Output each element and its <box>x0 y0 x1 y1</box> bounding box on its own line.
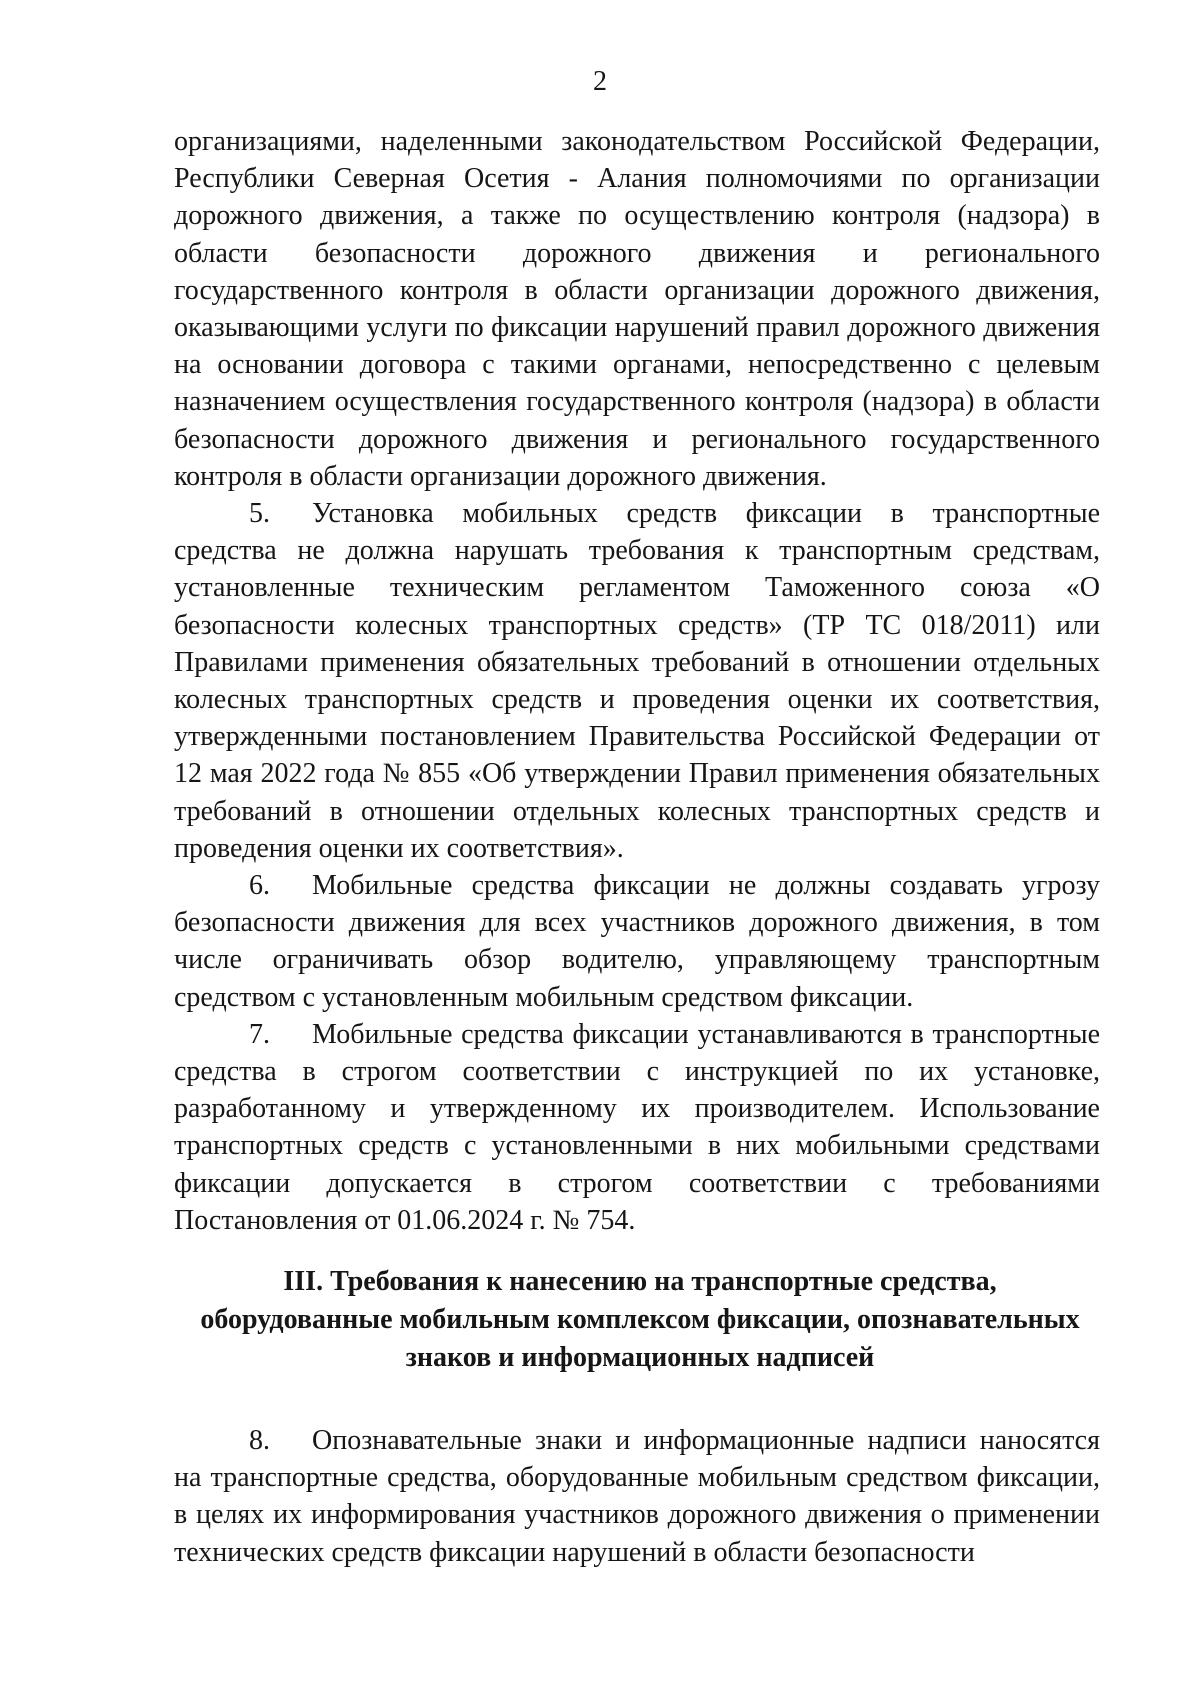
paragraph-number: 5. <box>249 498 270 530</box>
section-heading-line-1: III. Требования к нанесению на транспортные средства, <box>283 1266 997 1297</box>
paragraph-7 <box>174 1016 1100 1239</box>
section-body <box>174 1422 1100 1571</box>
paragraph-text: Мобильные средства фиксации устанавливаются в транспортные средства в строгом соответствии с инструкцией по их установке, разработанному и утвержденному их производителем. Использование транспортных средств с установленными в них мобильными средствами фиксации допускается в строгом соответствии с требованиями Постановления от 01.06.2024 г. № 754. <box>174 1018 1100 1236</box>
document-body <box>174 123 1100 1239</box>
paragraph-text: Установка мобильных средств фиксации в транспортные средства не должна нарушать требования к транспортным средствам, установленные техническим регламентом Таможенного союза «О безопасности колесных транспортных средств» (ТР ТС 018/2011) или Правилами применения обязательных требований в отношении отдельных колесных транспортных средств и проведения оценки их соответствия, утвержденными постановлением Правительства Российской Федерации от 12 мая 2022 года № 855 «Об утверждении Правил применения обязательных требований в отношении отдельных колесных транспортных средств и проведения оценки их соответствия». <box>174 498 1100 864</box>
paragraph-8 <box>174 1422 1100 1571</box>
paragraph-5 <box>174 495 1100 867</box>
page-number: 2 <box>593 66 607 97</box>
paragraph-text: Опознавательные знаки и информационные надписи наносятся на транспортные средства, оборудованные мобильным средством фиксации, в целях их информирования участников дорожного движения о применении технических средств фиксации нарушений в области безопасности <box>174 1425 1100 1568</box>
intro-paragraph: организациями, наделенными законодательством Российской Федерации, Республики Северная Осетия - Алания полномочиями по организации дорожного движения, а также по осуществлению контроля (надзора) в области безопасности дорожного движения и регионального государственного контроля в области организации дорожного движения, оказывающими услуги по фиксации нарушений правил дорожного движения на основании договора с такими органами, непосредственно с целевым назначением осуществления государственного контроля (надзора) в области безопасности дорожного движения и регионального государственного контроля в области организации дорожного движения. <box>174 126 1100 492</box>
paragraph-number: 7. <box>249 1018 270 1050</box>
section-heading-line-3: знаков и информационных надписей <box>405 1342 875 1373</box>
section-heading <box>180 1263 1100 1377</box>
paragraph-number: 6. <box>249 870 270 902</box>
paragraph-6 <box>174 867 1100 1016</box>
paragraph-text: Мобильные средства фиксации не должны создавать угрозу безопасности движения для всех участников дорожного движения, в том числе ограничивать обзор водителю, управляющему транспортным средством с установленным мобильным средством фиксации. <box>174 870 1100 1013</box>
section-heading-line-2: оборудованные мобильным комплексом фиксации, опознавательных <box>200 1304 1080 1335</box>
paragraph-number: 8. <box>249 1425 270 1456</box>
